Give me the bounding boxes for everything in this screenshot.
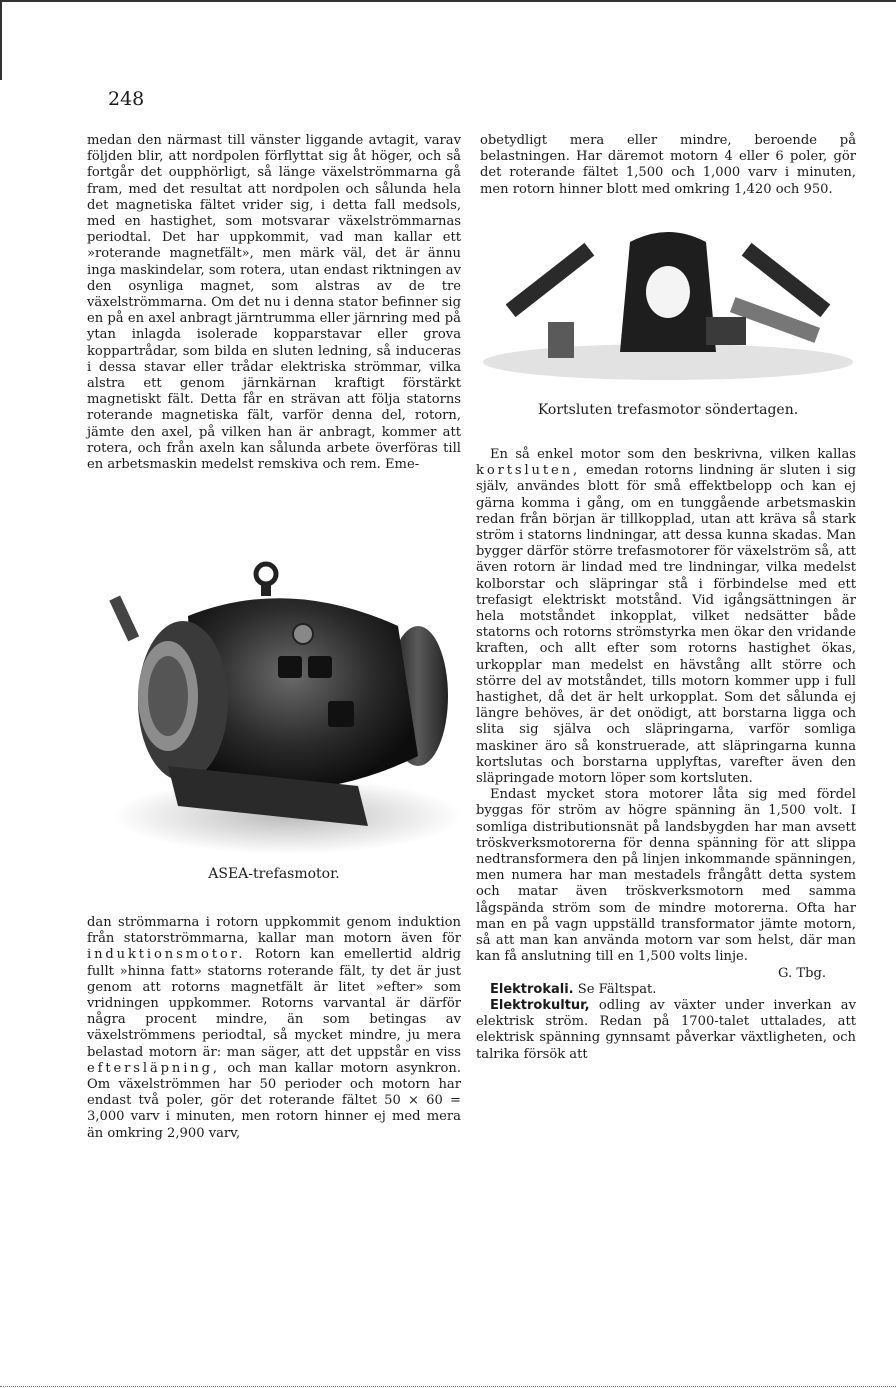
slip-ring-core: [148, 656, 188, 736]
dictionary-entry: [476, 982, 856, 998]
eye-bolt: [261, 582, 271, 596]
text-run: Endast mycket stora motorer låta sig med fördel byggas för ström av högre spänning än 1,500 volt. I somliga distributionsnät på landsbygden har man avsett tröskverksmotorerna för denna spänning för att slippa nedtransformera den på linjen inkommande spänningen, men numera har man mestadels frångått detta system och matar även tröskverksmotorn med samma lågspända ström som de mindre motorerna. Ofta har man en på vagn uppställd transformator jämte motorn, så att man kan använda motorn var som helst, där man kan få anslutning till en 1,500 volts linje.: [476, 787, 856, 965]
entry-headword: Elektrokali.: [490, 981, 574, 997]
asea-emblem: [293, 624, 313, 644]
page-edge-bottom: [0, 1386, 896, 1387]
vent-opening: [328, 701, 354, 727]
page-edge-top: [0, 0, 896, 2]
emphasized-term: kortsluten,: [476, 463, 580, 479]
bearing-housing: [548, 322, 574, 358]
entry-headword: Elektrokultur,: [490, 997, 590, 1013]
brush-lever: [109, 596, 139, 642]
paragraph: obetydligt mera eller mindre, beroende på belastningen. Har däremot motorn 4 eller 6 poler, gör det roterande fältet 1,500 och 1,000 varv i minuten, men rotorn hinner blott med omkring 1,420 och 950.: [480, 133, 856, 197]
text-run: dan strömmarna i rotorn uppkommit genom induktion från statorströmmarna, kallar man motorn även för: [87, 915, 461, 947]
text-run: emedan rotorns lindning är sluten i sig själv, användes blott för små effektbelopp och kan ej gärna komma i gång, om en tunggående arbetsmaskin redan från början är tillkopplad, utan att kräva så stark ström i statorns lindningar, att dessa kunna skadas. Man bygger därför större trefasmotorer för växelström så, att även rotorn är lindad med tre lindningar, vilka medelst kolborstar och släpringar stå i förbindelse med ett trefasigt elektriskt motstånd. Vid igångsättningen är hela motståndet inkopplat, vilket nedsätter både statorns och rotorns strömstyrka men ökar den vridande kraften, och allt efter som rotorns hastighet ökas, urkopplar man medelst en hävstång allt större och större del av motståndet, tills motorn kommer upp i full hastighet, då det är helt urkopplat. Som det sålunda ej längre behöves, är det onödigt, att borstarna ligga och slita sig själva och släpringarna, varför somliga maskiner äro så konstruerade, att släpringarna kunna kortslutas och borstarna upplyftas, varefter även den släpringade motorn löper som kortsluten.: [476, 463, 856, 787]
emphasized-term: induktionsmotor.: [87, 947, 246, 963]
vent-opening: [308, 656, 332, 678]
paragraph: [476, 447, 856, 787]
right-column-top: [480, 133, 856, 198]
page-edge-left: [0, 0, 2, 80]
text-run: och man kallar motorn asynkron. Om växelströmmen har 50 perioder och motorn har endast två poler, gör det roterande fältet 50 × 60 = 3,000 varv i minuten, men rotorn hinner ej med mera än omkring 2,900 varv,: [87, 1060, 461, 1141]
right-column-bottom: [476, 447, 856, 1063]
paragraph: [476, 787, 856, 981]
emphasized-term: eftersläpning,: [87, 1060, 220, 1076]
disassembled-caption: Kortsluten trefasmotor söndertagen.: [537, 402, 799, 418]
left-column-bottom: [87, 915, 461, 1142]
asea-motor-illustration: [98, 556, 460, 856]
paragraph: [87, 915, 461, 1142]
lifting-eye: [256, 564, 276, 584]
vent-opening: [278, 656, 302, 678]
entry-text: odling av växter under inverkan av elektrisk ström. Redan på 1700-talet uttalades, att elektrisk spänning gynnsamt påverkar växtligheten, och talrika försök att: [476, 997, 856, 1062]
page-number: 248: [108, 88, 145, 110]
text-run: Rotorn kan emellertid aldrig fullt »hinna fatt» statorns roterande fält, ty det är just genom att rotorns magnetfält är litet »efter» som vridningen uppkommer. Rotorns varvantal är därför några procent mindre, än som betingas av växelströmmens periodtal, så mycket mindre, ju mera belastad motorn är: man säger, att det uppstår en viss: [87, 947, 461, 1060]
left-column-top: [87, 133, 461, 473]
author-signature: G. Tbg.: [778, 965, 826, 981]
motor-caption: ASEA-trefasmotor.: [208, 866, 340, 882]
stator-bore: [646, 266, 690, 318]
paragraph: medan den närmast till vänster liggande avtagit, varav följden blir, att nordpolen förflyttat sig åt höger, och så fortgår det oupphörligt, så länge växelströmmarna gå fram, med det resultat att nordpolen och sålunda hela det magnetiska fältet vrider sig, i detta fall medsols, med en hastighet, som motsvarar växelströmmarnas periodtal. Det har uppkommit, vad man kallar ett »roterande magnetfält», men märk väl, det är ännu inga maskindelar, som rotera, utan endast riktningen av den osynliga magnet, som alstras av de tre växelströmmarna. Om det nu i denna stator befinner sig en på en axel anbragt järntrumma eller järnring med på ytan inlagda isolerade kopparstavar eller grova koppartrådar, som bilda en sluten ledning, så induceras i dessa stavar eller trådar elektriska strömmar, vilka alstra ett genom järnkärnan kraftigt förstärkt magnetiskt fält. Detta får en strävan att följa statorns roterande magnetiska fält, varför denna del, rotorn, jämte den axel, på vilken han är anbragt, kommer att rotera, och från axeln kan sålunda arbete överföras till en arbetsmaskin medelst remskiva och rem. Eme-: [87, 133, 461, 473]
rotor-core: [706, 317, 746, 345]
disassembled-motor-illustration: [480, 222, 856, 382]
text-run: En så enkel motor som den beskrivna, vilken kallas: [490, 447, 856, 462]
entry-text: Se Fältspat.: [577, 981, 657, 997]
dictionary-entry: [476, 998, 856, 1063]
